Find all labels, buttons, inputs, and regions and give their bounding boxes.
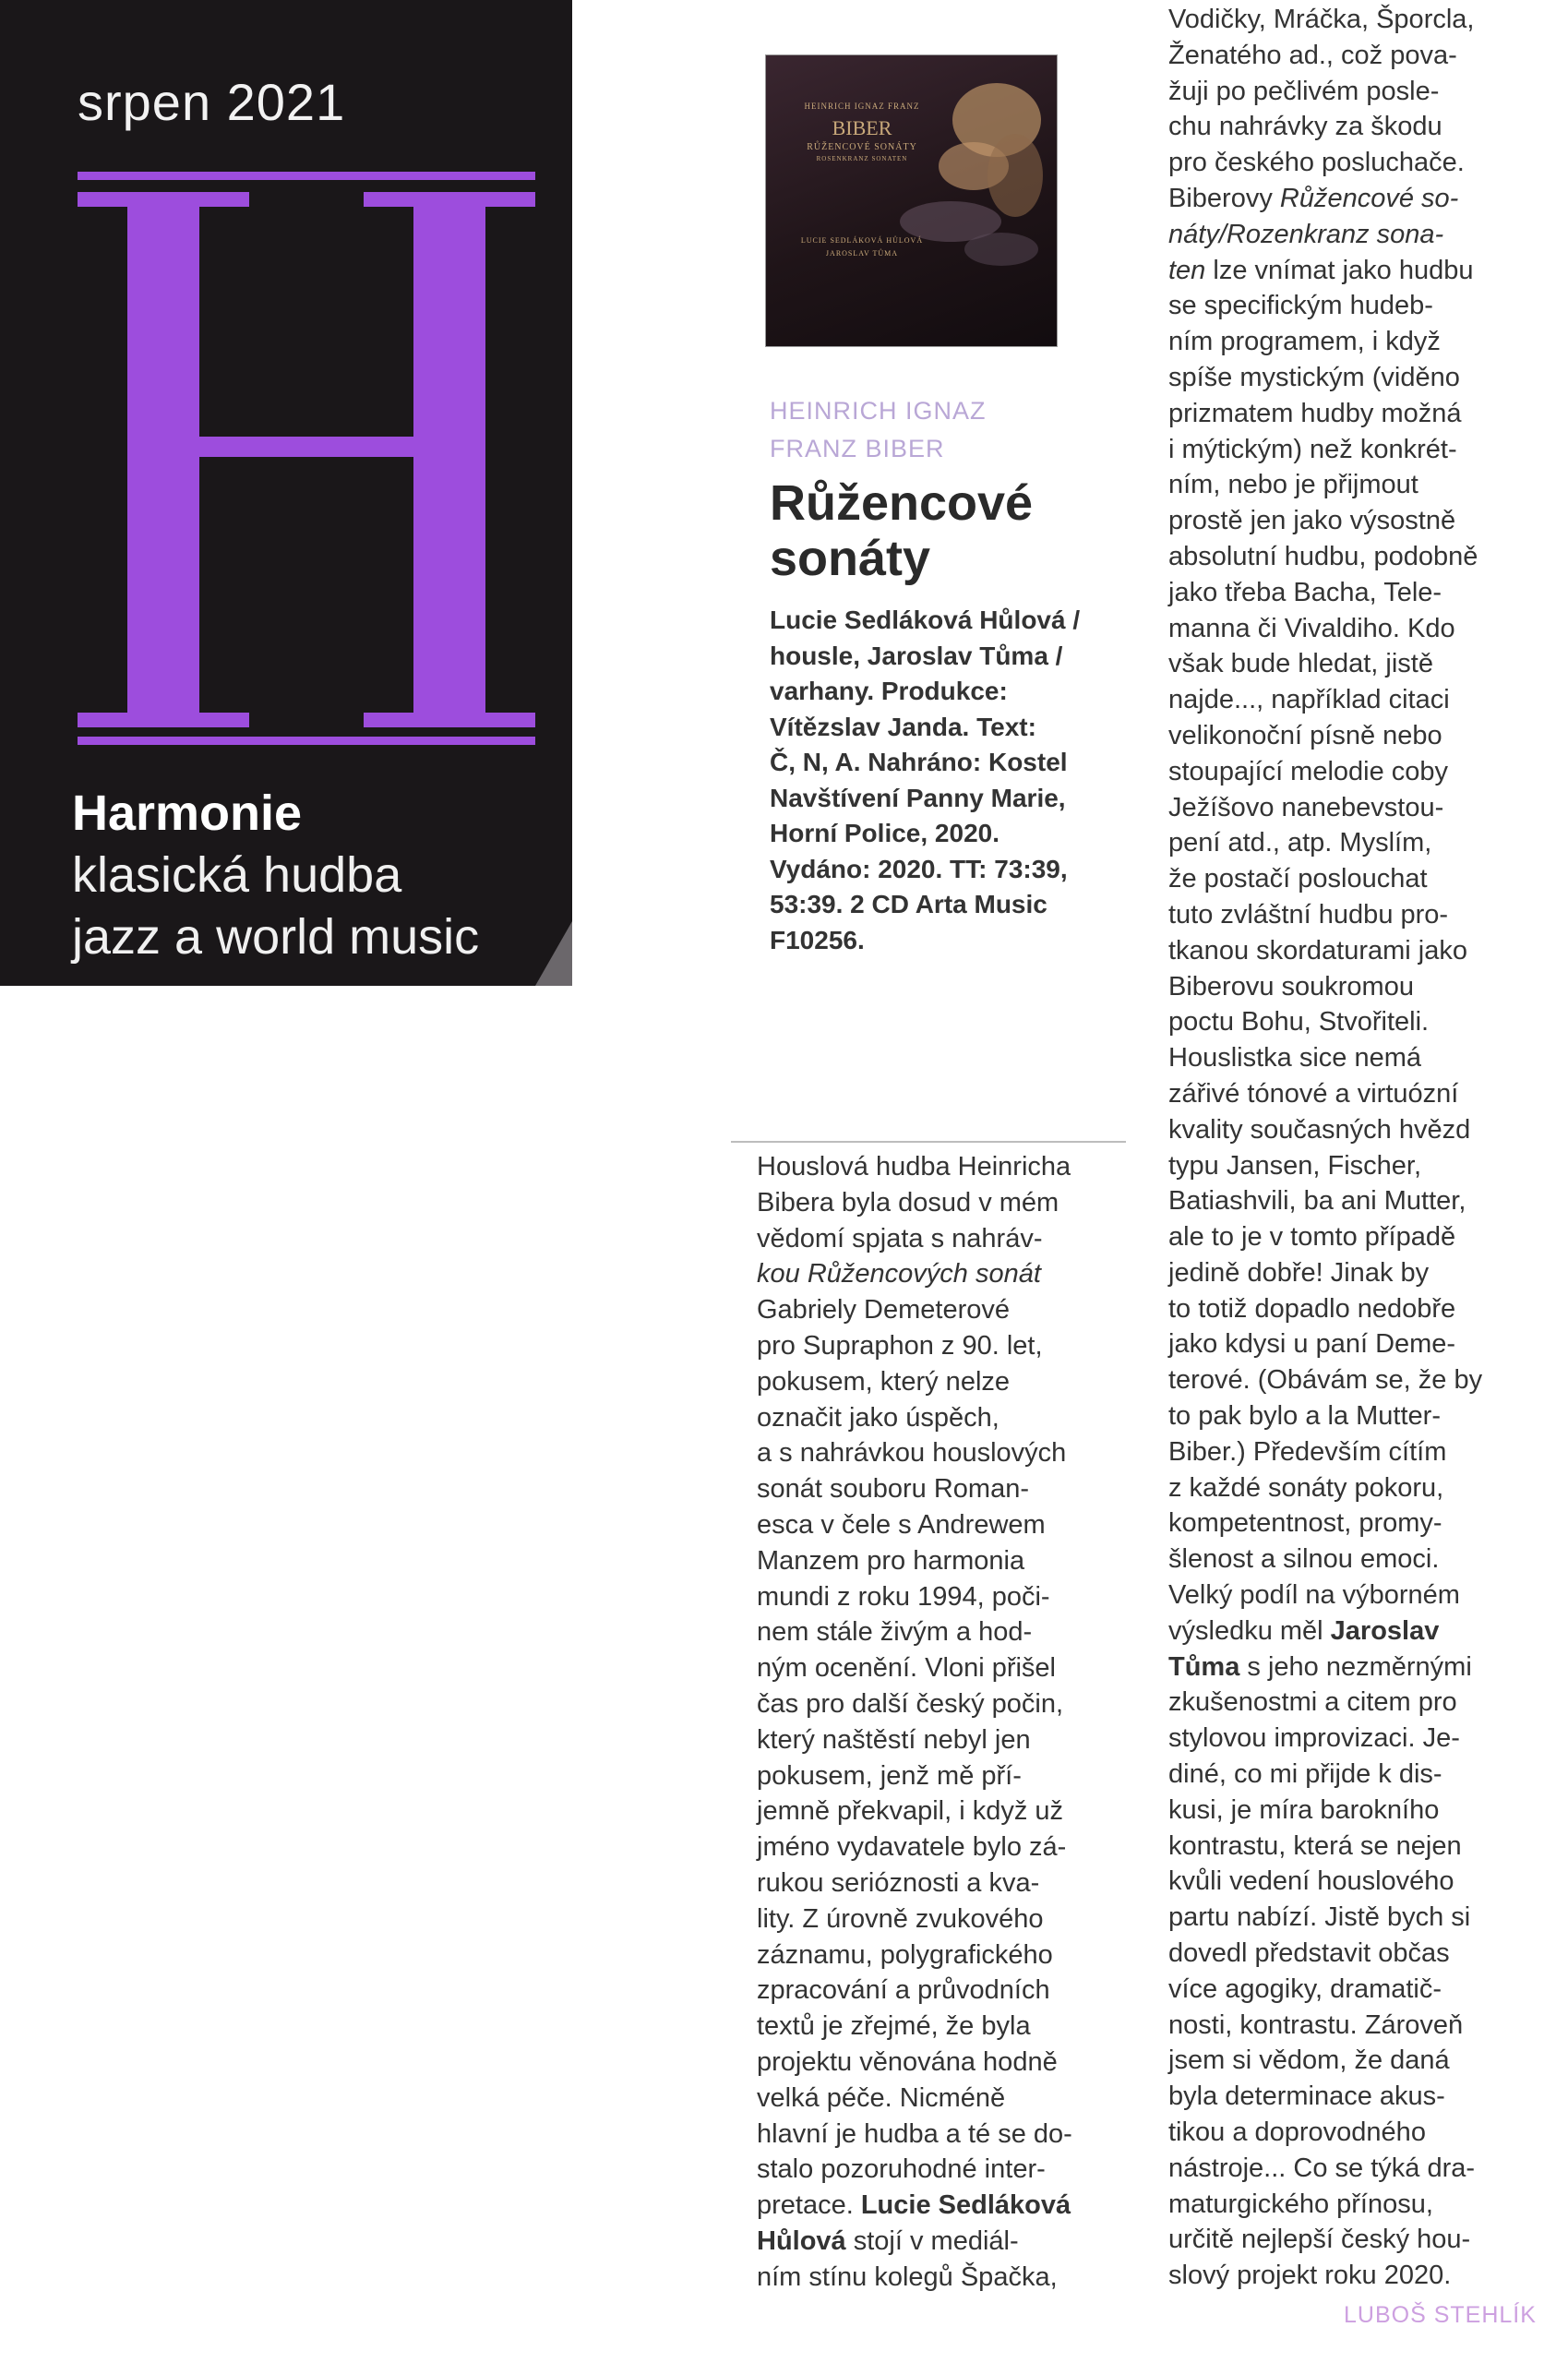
review-work-title — [770, 475, 1102, 586]
body-line: to totiž dopadlo nedobře — [1168, 1293, 1456, 1324]
body-line: Hůlová stojí v mediál- — [757, 2225, 1019, 2256]
magazine-subtitle-1: klasická hudba — [72, 847, 402, 903]
body-line: Gabriely Demeterové — [757, 1295, 1010, 1325]
magazine-masthead — [0, 0, 572, 986]
body-line: rukou serióznosti a kva- — [757, 1867, 1040, 1898]
body-line: Houslistka sice nemá — [1168, 1043, 1421, 1074]
credits-line: Horní Police, 2020. — [770, 819, 999, 847]
body-line: pretace. Lucie Sedláková — [757, 2190, 1071, 2221]
body-line: záznamu, polygrafického — [757, 1939, 1053, 1970]
body-line: najde..., například citaci — [1168, 685, 1450, 715]
body-line: sonát souboru Roman- — [757, 1474, 1029, 1505]
body-line: prizmatem hudby možná — [1168, 398, 1462, 428]
review-composer — [770, 392, 1047, 468]
body-line: ten lze vnímat jako hudbu — [1168, 255, 1474, 285]
magazine-subtitle-2: jazz a world music — [72, 909, 480, 965]
body-line: projektu věnována hodně — [757, 2046, 1058, 2077]
body-line: Velký podíl na výborném — [1168, 1580, 1460, 1611]
credits-line: Lucie Sedláková Hůlová / — [770, 606, 1081, 634]
body-line: Biberovu soukromou — [1168, 971, 1414, 1002]
body-line: absolutní hudbu, podobně — [1168, 541, 1478, 571]
cover-work: RŮŽENCOVÉ SONÁTY — [807, 142, 917, 152]
work-title-line-1: Růžencové — [770, 475, 1034, 531]
credits-line: Navštívení Panny Marie, — [770, 783, 1066, 812]
body-line: čas pro další český počin, — [757, 1688, 1064, 1719]
body-line: však bude hledat, jistě — [1168, 649, 1433, 679]
review-body-column-2 — [1168, 2, 1556, 2294]
body-line: z každé sonáty pokoru, — [1168, 1472, 1444, 1503]
masthead-rule-top — [78, 172, 535, 180]
body-line: jsem si vědom, že daná — [1168, 2045, 1450, 2076]
credits-line: Vítězslav Janda. Text: — [770, 712, 1036, 741]
body-line: kou Růžencových sonát — [757, 1259, 1041, 1289]
body-line: diné, co mi přijde k dis- — [1168, 1759, 1442, 1790]
masthead-letter-logo — [78, 192, 535, 727]
album-cover-image — [766, 55, 1057, 346]
issue-date: srpen 2021 — [78, 73, 346, 131]
body-line: se specifickým hudeb- — [1168, 291, 1433, 321]
body-line: že postačí poslouchat — [1168, 864, 1428, 894]
cover-performer-1: LUCIE SEDLÁKOVÁ HŮLOVÁ — [800, 236, 924, 245]
body-line: textů je zřejmé, že byla — [757, 2011, 1031, 2042]
body-line: velká péče. Nicméně — [757, 2082, 1006, 2113]
body-line: nástroje... Co se týká dra- — [1168, 2153, 1476, 2183]
body-line: terové. (Obávám se, že by — [1168, 1365, 1483, 1396]
body-line: výsledku měl Jaroslav — [1168, 1615, 1440, 1646]
magazine-title: Harmonie — [72, 786, 303, 841]
body-line: zkušenostmi a citem pro — [1168, 1687, 1457, 1718]
body-line: jedině dobře! Jinak by — [1168, 1257, 1430, 1288]
body-line: šlenost a silnou emoci. — [1168, 1544, 1440, 1575]
composer-line-2: FRANZ BIBER — [770, 435, 945, 462]
cover-composer: HEINRICH IGNAZ FRANZ — [804, 102, 920, 111]
review-author: LUBOŠ STEHLÍK — [1344, 2302, 1537, 2328]
body-line: Vodičky, Mráčka, Šporcla, — [1168, 5, 1475, 34]
body-line: Biberovy Růžencové so- — [1168, 183, 1459, 213]
review-credits — [770, 603, 1139, 958]
work-title-line-2: sonáty — [770, 531, 931, 586]
body-line: Biber.) Především cítím — [1168, 1436, 1447, 1467]
credits-line: housle, Jaroslav Tůma / — [770, 641, 1063, 670]
credits-line: Vydáno: 2020. TT: 73:39, — [770, 854, 1068, 883]
body-line: Bibera byla dosud v mém — [757, 1187, 1059, 1217]
credits-line: Č, N, A. Nahráno: Kostel — [770, 748, 1068, 776]
body-line: poctu Bohu, Stvořiteli. — [1168, 1007, 1430, 1038]
body-line: vědomí spjata s nahráv- — [757, 1223, 1043, 1253]
body-line: hlavní je hudba a té se do- — [757, 2118, 1072, 2149]
body-line: Houslová hudba Heinricha — [757, 1152, 1071, 1182]
review-body-column-1 — [757, 1149, 1144, 2296]
body-line: Manzem pro harmonia — [757, 1545, 1025, 1576]
body-line: jméno vydavatele bylo zá- — [757, 1832, 1067, 1863]
body-line: stoupající melodie coby — [1168, 756, 1449, 786]
body-line: nem stále živým a hod- — [757, 1617, 1033, 1648]
masthead-rule-bottom — [78, 737, 535, 745]
body-line: náty/Rozenkranz sona- — [1168, 219, 1444, 249]
body-line: kvality současných hvězd — [1168, 1114, 1471, 1145]
body-line: ale to je v tomto případě — [1168, 1222, 1456, 1253]
body-line: Ženatého ad., což pova- — [1168, 40, 1457, 70]
body-line: lity. Z úrovně zvukového — [757, 1903, 1044, 1934]
body-line: typu Jansen, Fischer, — [1168, 1150, 1422, 1181]
body-line: ním stínu kolegů Špačka, — [757, 2261, 1058, 2292]
body-line: a s nahrávkou houslových — [757, 1438, 1067, 1469]
composer-line-1: HEINRICH IGNAZ — [770, 397, 987, 425]
body-line: partu nabízí. Jistě bych si — [1168, 1902, 1471, 1933]
body-line: tikou a doprovodného — [1168, 2117, 1426, 2148]
body-line: pení atd., atp. Myslím, — [1168, 828, 1432, 858]
body-line: pro českého posluchače. — [1168, 148, 1465, 178]
credits-line: F10256. — [770, 925, 865, 954]
cherub-illustration — [766, 55, 1057, 346]
credits-line: 53:39. 2 CD Arta Music — [770, 890, 1047, 918]
body-line: maturgického přínosu, — [1168, 2189, 1433, 2219]
body-line: zářivé tónové a virtuózní — [1168, 1078, 1459, 1109]
column-divider — [731, 1141, 1126, 1143]
body-line: jako kdysi u paní Deme- — [1168, 1329, 1456, 1360]
body-line: pro Supraphon z 90. let, — [757, 1330, 1043, 1361]
cover-surname: BIBER — [832, 116, 892, 139]
body-line: Tůma s jeho nezměrnými — [1168, 1651, 1472, 1682]
body-line: nosti, kontrastu. Zároveň — [1168, 2009, 1464, 2040]
body-line: kusi, je míra barokního — [1168, 1794, 1440, 1825]
body-line: který naštěstí nebyl jen — [757, 1724, 1031, 1755]
body-line: žuji po pečlivém posle- — [1168, 76, 1440, 106]
body-line: kompetentnost, promy- — [1168, 1508, 1442, 1539]
body-line: určitě nejlepší český hou- — [1168, 2225, 1471, 2255]
body-line: Ježíšovo nanebevstou- — [1168, 792, 1444, 822]
body-line: tkanou skordaturami jako — [1168, 935, 1467, 966]
body-line: více agogiky, dramatič- — [1168, 1973, 1442, 2004]
body-line: označit jako úspěch, — [757, 1402, 999, 1433]
body-line: ným ocenění. Vloni přišel — [757, 1653, 1056, 1684]
body-line: prostě jen jako výsostně — [1168, 506, 1456, 536]
body-line: ním programem, i když — [1168, 327, 1441, 357]
body-line: stylovou improvizaci. Je- — [1168, 1723, 1460, 1754]
body-line: kontrastu, která se nejen — [1168, 1830, 1462, 1861]
body-line: tuto zvláštní hudbu pro- — [1168, 899, 1449, 930]
body-line: ním, nebo je přijmout — [1168, 470, 1418, 500]
page-fold-corner — [535, 921, 572, 986]
body-line: velikonoční písně nebo — [1168, 720, 1442, 750]
body-line: dovedl představit občas — [1168, 1938, 1450, 1969]
body-line: slový projekt roku 2020. — [1168, 2261, 1452, 2291]
body-line: spíše mystickým (viděno — [1168, 362, 1460, 392]
body-line: mundi z roku 1994, poči- — [757, 1581, 1050, 1612]
body-line: byla determinace akus- — [1168, 2081, 1445, 2112]
body-line: kvůli vedení houslového — [1168, 1866, 1454, 1897]
body-line: pokusem, který nelze — [757, 1366, 1011, 1397]
body-line: stalo pozoruhodné inter- — [757, 2154, 1046, 2185]
credits-line: varhany. Produkce: — [770, 677, 1008, 705]
body-line: chu nahrávky za škodu — [1168, 112, 1442, 142]
body-line: zpracování a průvodních — [757, 1975, 1050, 2006]
body-line: jako třeba Bacha, Tele- — [1168, 577, 1442, 607]
body-line: pokusem, jenž mě pří- — [757, 1760, 1022, 1791]
body-line: jemně překvapil, i když už — [757, 1796, 1064, 1827]
body-line: manna či Vivaldiho. Kdo — [1168, 613, 1455, 643]
cover-performer-2: JAROSLAV TŮMA — [825, 249, 899, 258]
body-line: to pak bylo a la Mutter- — [1168, 1401, 1441, 1432]
body-line: esca v čele s Andrewem — [757, 1509, 1046, 1540]
body-line: Batiashvili, ba ani Mutter, — [1168, 1186, 1466, 1217]
cover-work-german: ROSENKRANZ SONATEN — [816, 155, 908, 162]
body-line: i mýtickým) než konkrét- — [1168, 434, 1457, 464]
